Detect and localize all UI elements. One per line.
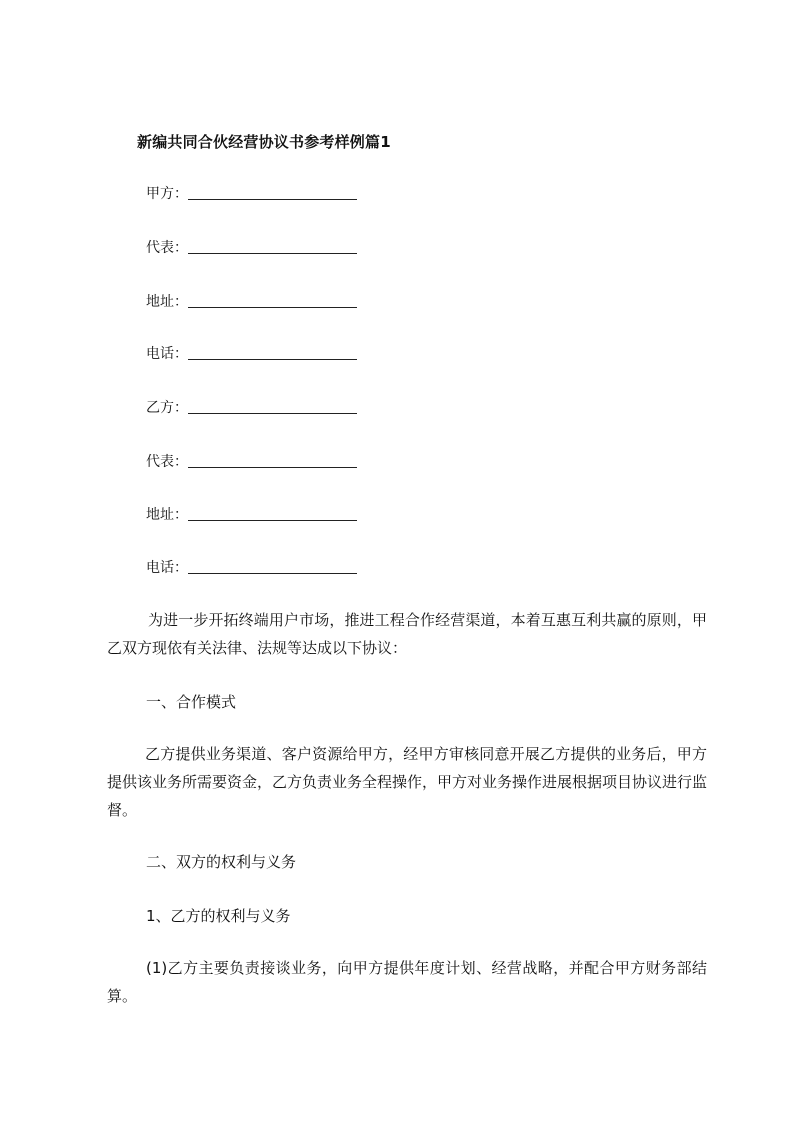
party-b-address-blank-line[interactable] <box>188 506 357 521</box>
party-a-phone-blank-line[interactable] <box>188 345 357 360</box>
party-b-address-field <box>146 505 357 525</box>
party-a-blank-line[interactable] <box>188 185 357 200</box>
party-b-representative-label: 代表： <box>146 454 188 470</box>
party-a-representative-blank-line[interactable] <box>188 239 357 254</box>
section-1-paragraph: 乙方提供业务渠道、客户资源给甲方，经甲方审核同意开展乙方提供的业务后，甲方提供该业务所需要资金，乙方负责业务全程操作，甲方对业务操作进展根据项目协议进行监督。 <box>107 745 708 819</box>
party-b-blank-line[interactable] <box>188 399 357 414</box>
party-b-representative-field <box>146 452 357 472</box>
party-a-label: 甲方： <box>146 186 188 202</box>
party-b-field <box>146 398 357 418</box>
party-a-phone-label: 电话： <box>146 346 188 362</box>
party-a-representative-label: 代表： <box>146 240 188 256</box>
intro-paragraph: 为进一步开拓终端用户市场，推进工程合作经营渠道，本着互惠互利共赢的原则，甲乙双方现依有关法律、法规等达成以下协议： <box>107 611 707 657</box>
party-b-phone-label: 电话： <box>146 560 188 576</box>
party-a-address-field <box>146 292 357 312</box>
section-2-heading: 二、双方的权利与义务 <box>146 853 297 871</box>
party-b-phone-field <box>146 558 357 578</box>
party-a-representative-field <box>146 238 357 258</box>
subsection-1-heading: 1、乙方的权利与义务 <box>146 907 291 925</box>
document-title: 新编共同合伙经营协议书参考样例篇1 <box>137 133 391 151</box>
item-1-paragraph: (1)乙方主要负责接谈业务，向甲方提供年度计划、经营战略，并配合甲方财务部结算。 <box>107 959 707 1005</box>
party-b-phone-blank-line[interactable] <box>188 559 357 574</box>
party-b-representative-blank-line[interactable] <box>188 453 357 468</box>
party-b-label: 乙方： <box>146 400 188 416</box>
party-a-address-label: 地址： <box>146 294 188 310</box>
party-b-address-label: 地址： <box>146 507 188 523</box>
party-a-address-blank-line[interactable] <box>188 293 357 308</box>
section-1-heading: 一、合作模式 <box>146 693 237 711</box>
party-a-phone-field <box>146 344 357 364</box>
party-a-field <box>146 184 357 204</box>
